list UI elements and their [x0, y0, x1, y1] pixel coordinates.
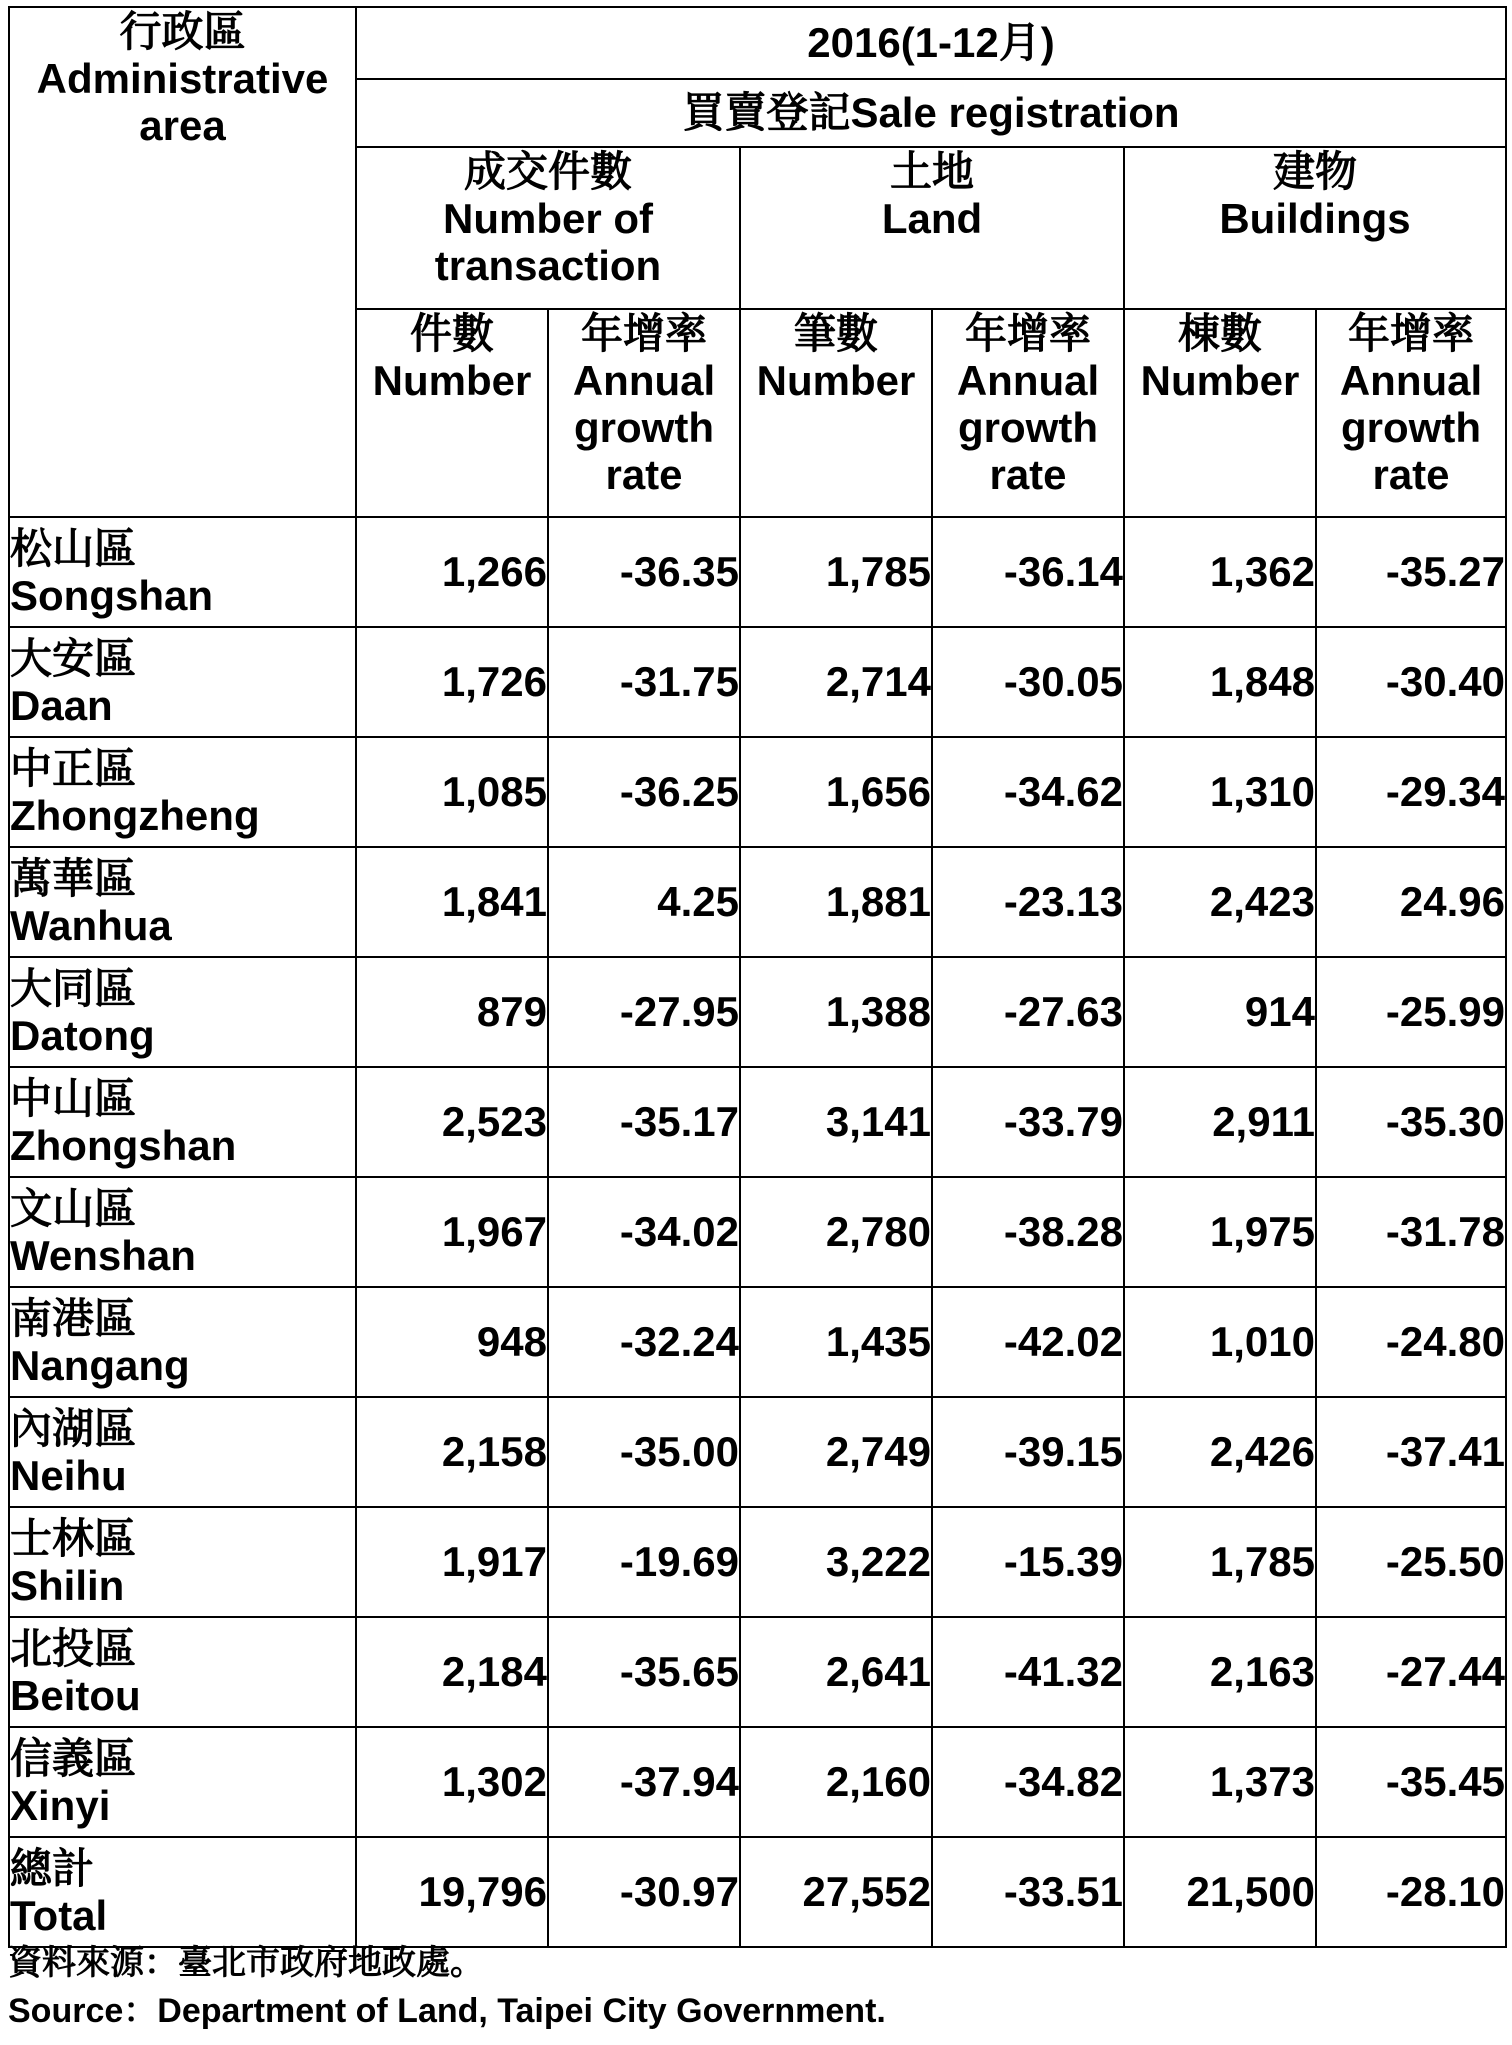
- district-label: [9, 627, 356, 737]
- value-cell: 1,435: [740, 1287, 932, 1397]
- district-name-en: Wanhua: [10, 902, 172, 949]
- district-name-zh: 文山區: [10, 1184, 137, 1232]
- value-cell: 948: [356, 1287, 548, 1397]
- value-cell: -25.99: [1316, 957, 1506, 1067]
- header-group-land: [740, 147, 1124, 309]
- value-cell: -42.02: [932, 1287, 1124, 1397]
- value-cell: -27.44: [1316, 1617, 1506, 1727]
- sub-header-col-2-line-1: Number: [756, 357, 916, 405]
- value-cell: -36.35: [548, 517, 740, 627]
- header-area-en-2: area: [139, 102, 226, 150]
- district-label: [9, 1287, 356, 1397]
- district-name-zh: 信義區: [10, 1734, 137, 1782]
- table-row: [9, 1507, 1506, 1617]
- sub-header-col-1-line-1: Annual: [572, 357, 716, 405]
- value-cell: -34.02: [548, 1177, 740, 1287]
- value-cell: 2,423: [1124, 847, 1316, 957]
- value-cell: 1,362: [1124, 517, 1316, 627]
- header-period: 2016(1-12月): [356, 7, 1506, 79]
- value-cell: -30.05: [932, 627, 1124, 737]
- value-cell: -35.30: [1316, 1067, 1506, 1177]
- sub-header-col-5-line-1: Annual: [1339, 357, 1483, 405]
- table-row: [9, 627, 1506, 737]
- sub-header-col-2: [740, 309, 932, 517]
- value-cell: 1,388: [740, 957, 932, 1067]
- header-group-buildings-zh: 建物: [1272, 148, 1357, 195]
- value-cell: -32.24: [548, 1287, 740, 1397]
- value-cell: 914: [1124, 957, 1316, 1067]
- value-cell: -35.27: [1316, 517, 1506, 627]
- value-cell: 1,726: [356, 627, 548, 737]
- table-row: [9, 1617, 1506, 1727]
- value-cell: 2,158: [356, 1397, 548, 1507]
- source-note-en: Source：Department of Land, Taipei City Government.: [8, 1992, 886, 2030]
- district-name-en: Zhongshan: [10, 1122, 237, 1169]
- value-cell: 879: [356, 957, 548, 1067]
- district-name-zh: 中正區: [10, 744, 137, 792]
- district-label: [9, 1397, 356, 1507]
- value-cell: 2,641: [740, 1617, 932, 1727]
- value-cell: 19,796: [356, 1837, 548, 1947]
- sub-header-col-4: [1124, 309, 1316, 517]
- value-cell: 2,523: [356, 1067, 548, 1177]
- value-cell: -24.80: [1316, 1287, 1506, 1397]
- value-cell: -35.00: [548, 1397, 740, 1507]
- value-cell: -41.32: [932, 1617, 1124, 1727]
- value-cell: -31.78: [1316, 1177, 1506, 1287]
- district-name-en: Zhongzheng: [10, 792, 260, 839]
- value-cell: -38.28: [932, 1177, 1124, 1287]
- value-cell: 2,160: [740, 1727, 932, 1837]
- value-cell: 3,222: [740, 1507, 932, 1617]
- district-name-zh: 松山區: [10, 524, 137, 572]
- header-group-buildings: [1124, 147, 1506, 309]
- district-name-en: Neihu: [10, 1452, 127, 1499]
- table-row: [9, 1067, 1506, 1177]
- district-name-zh: 大同區: [10, 964, 137, 1012]
- value-cell: 2,911: [1124, 1067, 1316, 1177]
- value-cell: -31.75: [548, 627, 740, 737]
- value-cell: -15.39: [932, 1507, 1124, 1617]
- district-name-en: Daan: [10, 682, 113, 729]
- sub-header-col-5: [1316, 309, 1506, 517]
- sub-header-col-1-line-0: 年增率: [580, 310, 707, 357]
- table-row: [9, 1397, 1506, 1507]
- header-area-zh: 行政區: [119, 8, 246, 55]
- value-cell: 1,373: [1124, 1727, 1316, 1837]
- value-cell: 1,785: [740, 517, 932, 627]
- district-label: [9, 1617, 356, 1727]
- table-row: [9, 1837, 1506, 1947]
- sub-header-col-5-line-3: rate: [1372, 451, 1450, 499]
- land-transaction-table: [8, 6, 1507, 1948]
- value-cell: -23.13: [932, 847, 1124, 957]
- sub-header-col-3-line-3: rate: [989, 451, 1067, 499]
- table-row: [9, 517, 1506, 627]
- sub-header-col-0: [356, 309, 548, 517]
- value-cell: -28.10: [1316, 1837, 1506, 1947]
- district-name-zh: 士林區: [10, 1514, 137, 1562]
- sub-header-col-3-line-0: 年增率: [964, 310, 1091, 357]
- value-cell: 2,163: [1124, 1617, 1316, 1727]
- table-row: [9, 1177, 1506, 1287]
- header-group-transactions: [356, 147, 740, 309]
- table-row: [9, 957, 1506, 1067]
- sub-header-col-1-line-2: growth: [574, 404, 714, 452]
- district-label: [9, 517, 356, 627]
- value-cell: 1,967: [356, 1177, 548, 1287]
- value-cell: 1,881: [740, 847, 932, 957]
- value-cell: 1,656: [740, 737, 932, 847]
- value-cell: -33.51: [932, 1837, 1124, 1947]
- source-note-zh: 資料來源：臺北市政府地政處。: [8, 1944, 484, 1982]
- district-label: [9, 847, 356, 957]
- value-cell: -19.69: [548, 1507, 740, 1617]
- header-administrative-area: [9, 7, 356, 517]
- value-cell: -36.14: [932, 517, 1124, 627]
- sub-header-col-1-line-3: rate: [605, 451, 683, 499]
- value-cell: 3,141: [740, 1067, 932, 1177]
- header-group-transactions-en-2: transaction: [434, 242, 662, 290]
- sub-header-col-4-line-1: Number: [1140, 357, 1300, 405]
- header-group-land-en: Land: [881, 195, 983, 243]
- value-cell: -36.25: [548, 737, 740, 847]
- value-cell: 2,426: [1124, 1397, 1316, 1507]
- value-cell: 24.96: [1316, 847, 1506, 957]
- sub-header-col-5-line-0: 年增率: [1347, 310, 1474, 357]
- district-label: [9, 1727, 356, 1837]
- district-name-en: Xinyi: [10, 1782, 111, 1829]
- value-cell: 1,841: [356, 847, 548, 957]
- sub-header-col-2-line-0: 筆數: [793, 310, 878, 357]
- value-cell: 1,266: [356, 517, 548, 627]
- district-label: [9, 957, 356, 1067]
- value-cell: -25.50: [1316, 1507, 1506, 1617]
- value-cell: 21,500: [1124, 1837, 1316, 1947]
- value-cell: -30.40: [1316, 627, 1506, 737]
- value-cell: 1,310: [1124, 737, 1316, 847]
- district-label: [9, 1177, 356, 1287]
- header-group-buildings-en: Buildings: [1219, 195, 1411, 243]
- sub-header-col-0-line-1: Number: [372, 357, 532, 405]
- value-cell: 1,085: [356, 737, 548, 847]
- sub-header-col-0-line-0: 件數: [409, 310, 494, 357]
- header-group-land-zh: 土地: [889, 148, 974, 195]
- table-body: [9, 517, 1506, 1947]
- value-cell: 1,975: [1124, 1177, 1316, 1287]
- value-cell: -35.45: [1316, 1727, 1506, 1837]
- sub-header-col-1: [548, 309, 740, 517]
- district-name-en: Total: [10, 1892, 108, 1939]
- value-cell: -29.34: [1316, 737, 1506, 847]
- district-name-zh: 內湖區: [10, 1404, 137, 1452]
- table-row: [9, 1287, 1506, 1397]
- district-name-en: Shilin: [10, 1562, 125, 1609]
- district-name-en: Nangang: [10, 1342, 190, 1389]
- value-cell: -27.95: [548, 957, 740, 1067]
- district-name-zh: 萬華區: [10, 854, 137, 902]
- value-cell: 1,785: [1124, 1507, 1316, 1617]
- district-name-en: Beitou: [10, 1672, 141, 1719]
- district-label: [9, 1837, 356, 1947]
- value-cell: 27,552: [740, 1837, 932, 1947]
- value-cell: -37.94: [548, 1727, 740, 1837]
- value-cell: -30.97: [548, 1837, 740, 1947]
- header-sale-registration: 買賣登記Sale registration: [356, 79, 1506, 147]
- district-label: [9, 1067, 356, 1177]
- district-name-en: Wenshan: [10, 1232, 196, 1279]
- district-label: [9, 737, 356, 847]
- district-name-zh: 中山區: [10, 1074, 137, 1122]
- value-cell: 1,302: [356, 1727, 548, 1837]
- header-area-en-1: Administrative: [36, 55, 329, 103]
- sub-header-col-5-line-2: growth: [1341, 404, 1481, 452]
- sub-header-col-4-line-0: 棟數: [1177, 310, 1262, 357]
- value-cell: 2,184: [356, 1617, 548, 1727]
- value-cell: 2,749: [740, 1397, 932, 1507]
- district-name-en: Datong: [10, 1012, 155, 1059]
- value-cell: -35.17: [548, 1067, 740, 1177]
- table-row: [9, 737, 1506, 847]
- value-cell: 1,010: [1124, 1287, 1316, 1397]
- value-cell: -33.79: [932, 1067, 1124, 1177]
- district-label: [9, 1507, 356, 1617]
- value-cell: -39.15: [932, 1397, 1124, 1507]
- value-cell: -34.82: [932, 1727, 1124, 1837]
- value-cell: 1,917: [356, 1507, 548, 1617]
- value-cell: -27.63: [932, 957, 1124, 1067]
- district-name-zh: 總計: [10, 1844, 95, 1892]
- value-cell: -35.65: [548, 1617, 740, 1727]
- header-group-transactions-zh: 成交件數: [463, 148, 632, 195]
- district-name-zh: 南港區: [10, 1294, 137, 1342]
- sub-header-col-3: [932, 309, 1124, 517]
- value-cell: -37.41: [1316, 1397, 1506, 1507]
- sub-header-col-3-line-2: growth: [958, 404, 1098, 452]
- district-name-en: Songshan: [10, 572, 214, 619]
- district-name-zh: 大安區: [10, 634, 137, 682]
- value-cell: 2,780: [740, 1177, 932, 1287]
- district-name-zh: 北投區: [10, 1624, 137, 1672]
- table-row: [9, 1727, 1506, 1837]
- value-cell: -34.62: [932, 737, 1124, 847]
- value-cell: 2,714: [740, 627, 932, 737]
- value-cell: 4.25: [548, 847, 740, 957]
- header-group-transactions-en-1: Number of: [443, 195, 653, 243]
- sub-header-col-3-line-1: Annual: [956, 357, 1100, 405]
- table-row: [9, 847, 1506, 957]
- value-cell: 1,848: [1124, 627, 1316, 737]
